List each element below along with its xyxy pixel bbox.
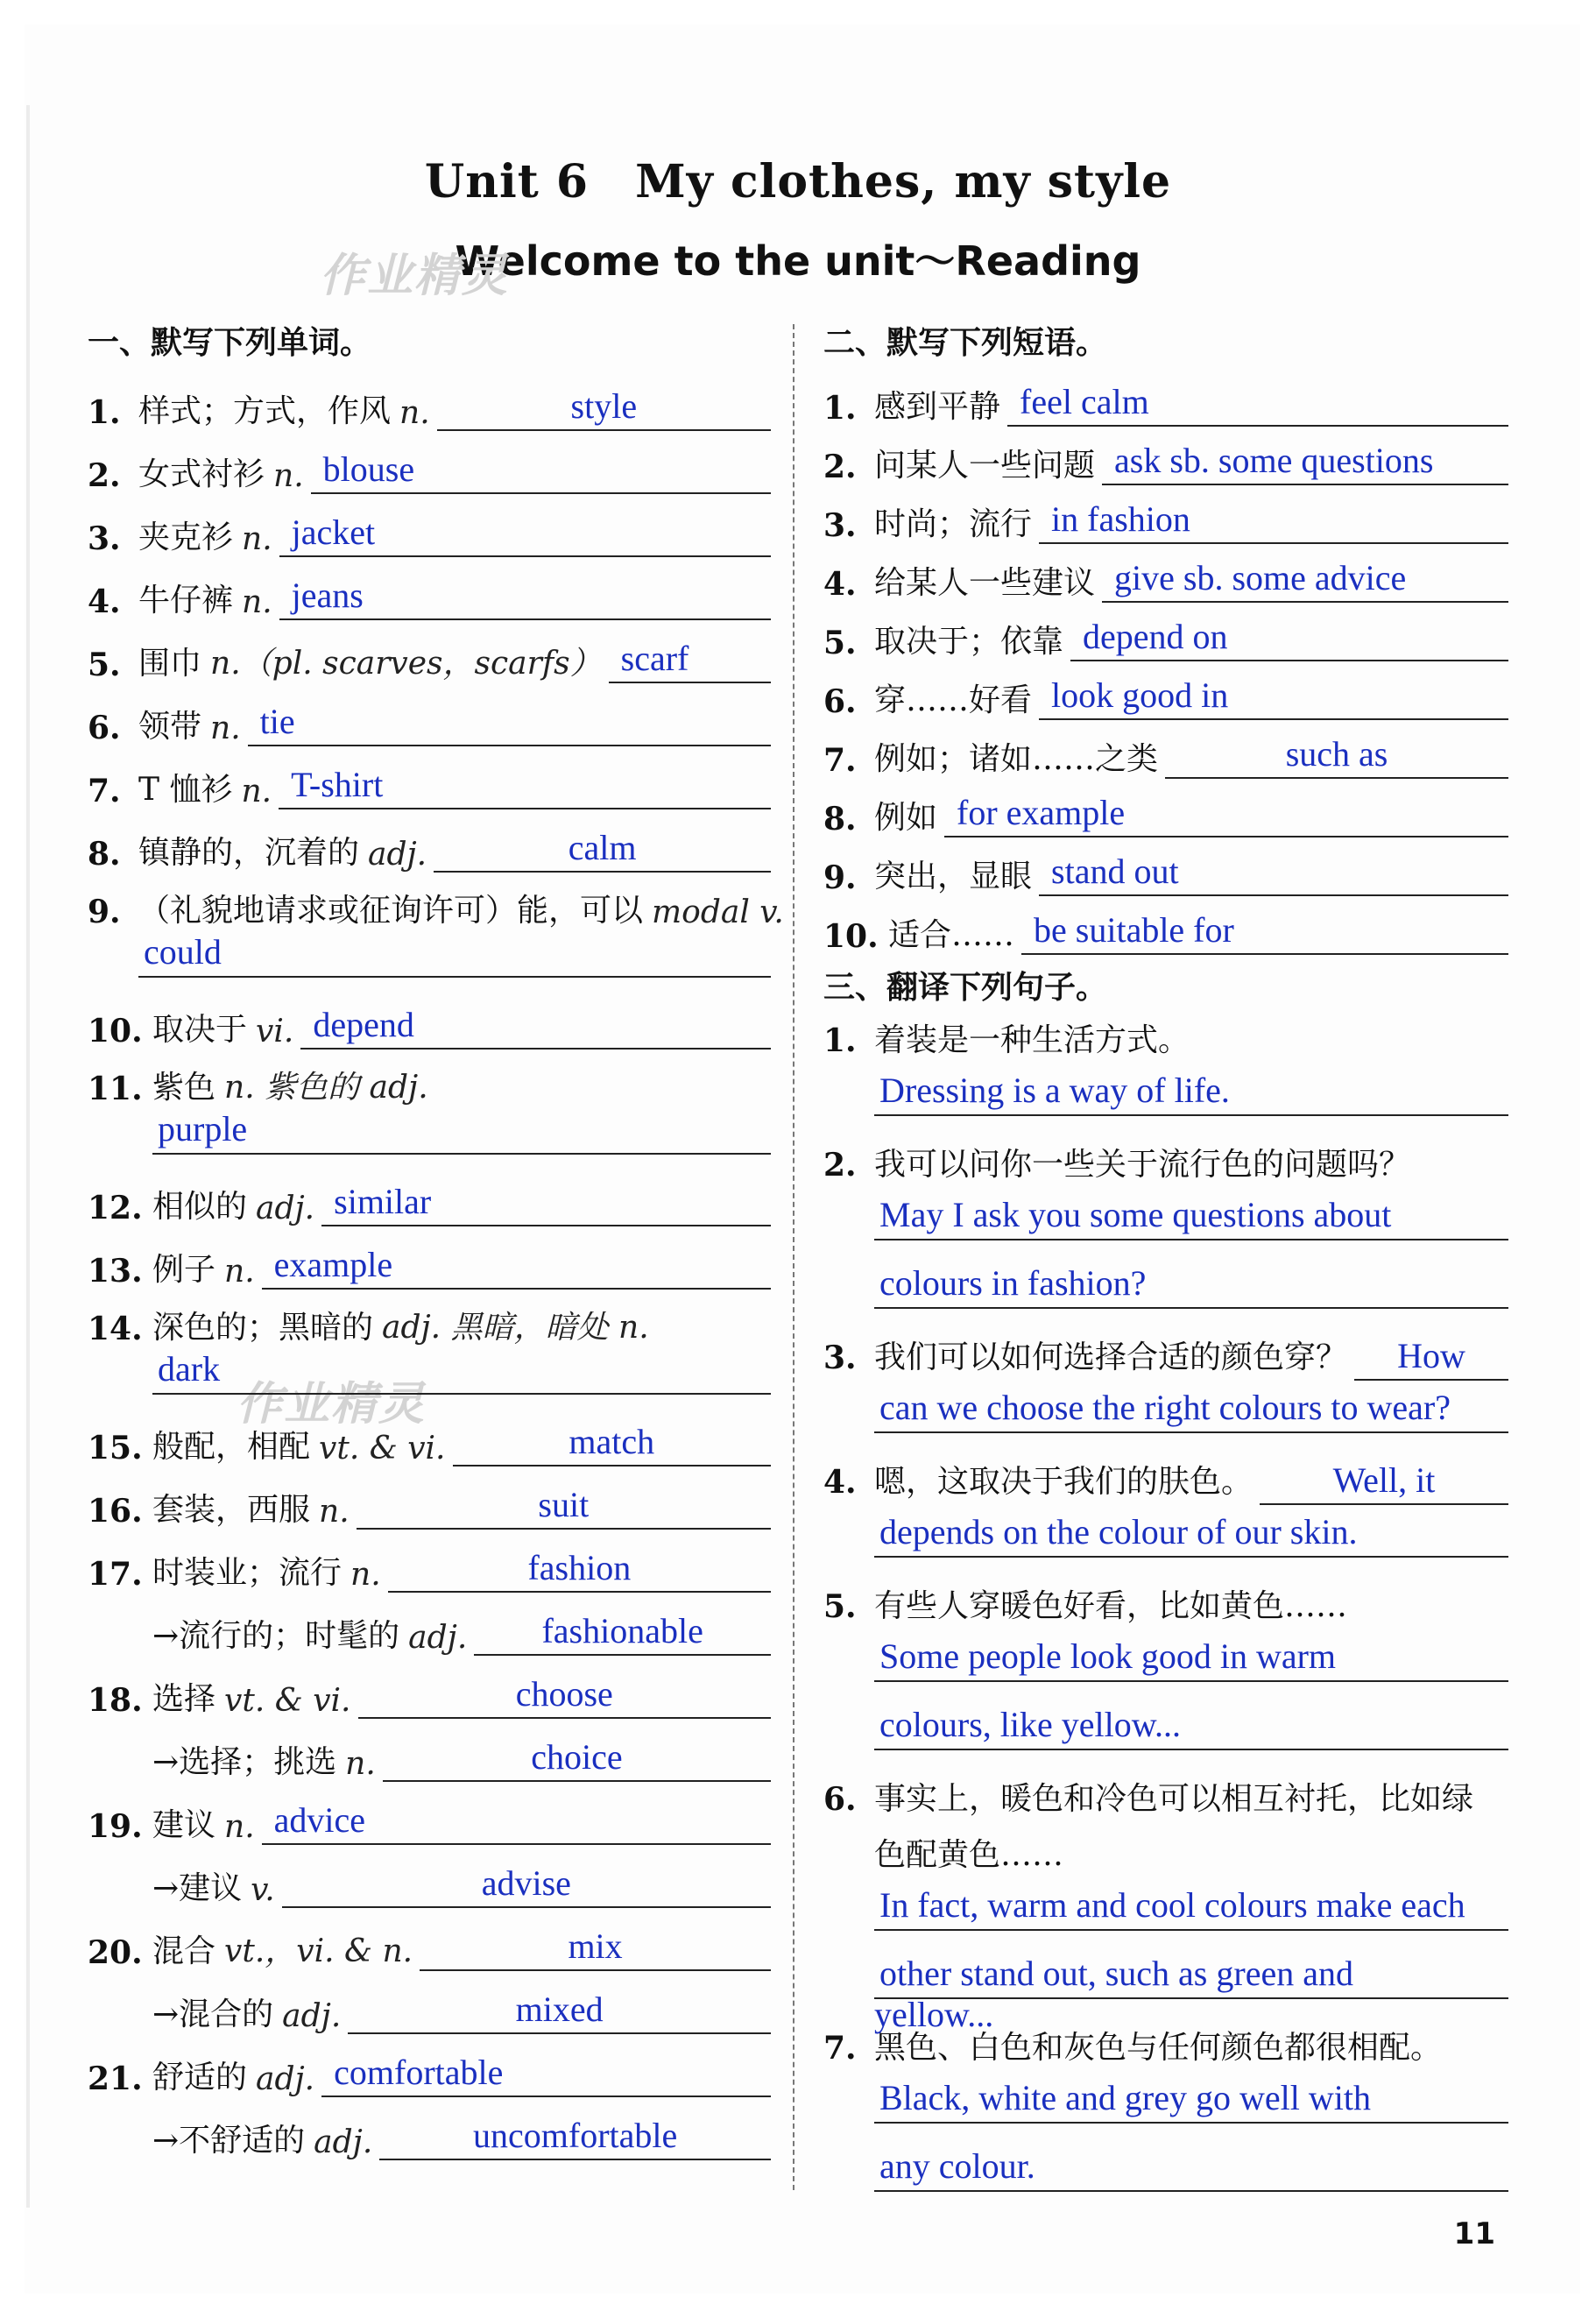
answer-blank[interactable]: for example — [944, 792, 1508, 837]
vocab-list — [88, 368, 784, 2160]
answer-blank[interactable]: uncomfortable — [379, 2115, 771, 2160]
item-prompt: 领带 — [138, 709, 202, 745]
phrase-item — [823, 837, 1508, 896]
item-number: 10. — [823, 918, 879, 955]
vocab-item — [88, 1226, 771, 1290]
sentence-prompt — [823, 1013, 1508, 1069]
item-number: 10. — [88, 1013, 143, 1050]
part-of-speech: vt. & vi. — [224, 1683, 351, 1719]
item-number: 5. — [823, 1588, 857, 1625]
item-prompt: →流行的；时髦的 — [152, 1618, 400, 1654]
vocab-item — [88, 1050, 771, 1107]
answer-line[interactable]: colours, like yellow... — [874, 1703, 1508, 1750]
item-prompt: 取决于 — [152, 1012, 248, 1048]
phrase-item — [823, 368, 1508, 427]
answer-blank[interactable]: mixed — [348, 1989, 771, 2034]
item-number: 8. — [823, 801, 857, 837]
vocab-item — [88, 1908, 771, 1971]
item-prompt: 突出，显眼 — [874, 859, 1033, 894]
answer-blank[interactable]: T-shirt — [279, 764, 771, 809]
item-number: 2. — [823, 449, 857, 485]
item-prompt: 感到平静 — [874, 389, 1001, 425]
answer-blank[interactable]: advice — [262, 1799, 771, 1845]
item-prompt: 舒适的 — [152, 2060, 248, 2096]
phrase-item — [823, 779, 1508, 837]
answer-blank[interactable]: fashionable — [474, 1610, 771, 1656]
item-number: 6. — [88, 710, 121, 746]
item-number: 2. — [823, 1147, 857, 1184]
section-vocabulary — [88, 315, 784, 2160]
vocab-item — [88, 368, 771, 431]
item-prompt: 有些人穿暖色好看，比如黄色…… — [874, 1588, 1348, 1624]
item-number: 3. — [88, 520, 121, 557]
item-number: 3. — [823, 1339, 857, 1376]
answer-blank[interactable]: in fashion — [1039, 498, 1508, 544]
answer-blank[interactable]: choose — [358, 1673, 772, 1719]
phrase-item — [823, 427, 1508, 485]
vocab-item — [88, 1656, 771, 1719]
item-prompt: 混合 — [152, 1933, 216, 1969]
item-number: 21. — [88, 2060, 143, 2097]
part-of-speech: adj. — [256, 2061, 315, 2097]
vocab-item — [88, 1971, 771, 2034]
item-number: 9. — [823, 859, 857, 896]
part-of-speech: n. — [224, 1254, 255, 1290]
answer-blank[interactable]: look good in — [1039, 675, 1508, 720]
item-prompt: T 恤衫 — [138, 772, 233, 808]
part-of-speech: adj. — [368, 837, 427, 873]
item-prompt: 黑色、白色和灰色与任何颜色都很相配。 — [874, 2030, 1443, 2066]
answer-blank[interactable]: depend on — [1070, 616, 1508, 661]
item-number: 19. — [88, 1808, 143, 1845]
item-prompt: 适合…… — [888, 917, 1015, 953]
item-number: 12. — [88, 1190, 143, 1226]
section-heading: 三、翻译下列句子。 — [823, 970, 1108, 1006]
section-heading: 一、默写下列单词。 — [88, 325, 372, 361]
item-prompt: 样式；方式，作风 — [138, 393, 392, 429]
answer-blank[interactable]: fashion — [388, 1547, 771, 1593]
phrase-item — [823, 896, 1508, 955]
item-number: 11. — [88, 1071, 143, 1107]
phrase-list — [823, 368, 1508, 955]
answer-blank[interactable]: comfortable — [321, 2052, 771, 2097]
answer-line[interactable]: Black, white and grey go well with — [874, 2076, 1508, 2124]
item-number: 16. — [88, 1493, 143, 1530]
answer-blank[interactable]: dark — [152, 1347, 771, 1395]
part-of-speech: n. — [224, 1809, 255, 1845]
item-number: 4. — [823, 566, 857, 603]
answer-blank[interactable]: scarf — [609, 638, 771, 683]
answer-blank[interactable]: similar — [321, 1181, 771, 1226]
sentence-prompt — [823, 1137, 1508, 1193]
vocab-item — [88, 1290, 771, 1347]
answer-blank[interactable]: depend — [300, 1004, 771, 1050]
part-of-speech: n. — [242, 584, 272, 620]
answer-line[interactable]: depends on the colour of our skin. — [874, 1510, 1508, 1558]
item-prompt: 色配黄色…… — [874, 1837, 1064, 1873]
part-of-speech: n. — [345, 1746, 376, 1782]
part-of-speech: n. — [210, 710, 241, 746]
answer-blank[interactable]: How — [1354, 1335, 1508, 1381]
vocab-item — [88, 1163, 771, 1226]
item-number: 8. — [88, 836, 121, 873]
item-prompt: 穿……好看 — [874, 682, 1033, 718]
item-number: 15. — [88, 1430, 143, 1467]
item-number: 7. — [823, 742, 857, 779]
answer-blank[interactable]: match — [453, 1421, 772, 1467]
item-number: 6. — [823, 683, 857, 720]
part-of-speech: vi. — [256, 1014, 294, 1050]
item-prompt: 给某人一些建议 — [874, 565, 1096, 601]
page-fold — [26, 105, 30, 2208]
answer-blank[interactable]: jacket — [279, 512, 771, 557]
part-of-speech: adj. — [408, 1620, 468, 1656]
answer-blank[interactable]: style — [437, 385, 771, 431]
answer-blank[interactable]: choice — [383, 1736, 771, 1782]
phrase-item — [823, 544, 1508, 603]
item-prompt: 围巾 — [138, 646, 202, 682]
item-prompt: 例子 — [152, 1252, 216, 1288]
vocab-item — [88, 1782, 771, 1845]
item-number: 3. — [823, 507, 857, 544]
vocab-item — [88, 1530, 771, 1593]
item-number: 5. — [88, 647, 121, 683]
vocab-item — [88, 1845, 771, 1908]
sentence-prompt — [823, 1771, 1508, 1827]
answer-line[interactable]: May I ask you some questions about — [874, 1193, 1508, 1240]
item-number: 6. — [823, 1781, 857, 1818]
answer-blank[interactable]: stand out — [1039, 851, 1508, 896]
item-number: 2. — [88, 457, 121, 494]
item-prompt: （礼貌地请求或征询许可）能，可以 — [138, 893, 644, 929]
sentence-prompt — [823, 1579, 1508, 1635]
item-number: 7. — [823, 2030, 857, 2067]
item-prompt: →建议 — [152, 1870, 243, 1906]
answer-line[interactable]: Some people look good in warm — [874, 1635, 1508, 1682]
answer-line[interactable]: In fact, warm and cool colours make each — [874, 1883, 1508, 1931]
item-prompt: 般配，相配 — [152, 1429, 311, 1465]
item-prompt: →选择；挑选 — [152, 1744, 337, 1780]
vocab-item — [88, 557, 771, 620]
part-of-speech: n. 紫色的 adj. — [224, 1070, 428, 1106]
item-number: 20. — [88, 1934, 143, 1971]
answer-blank[interactable]: calm — [434, 827, 771, 873]
item-prompt: 牛仔裤 — [138, 583, 234, 618]
item-number: 7. — [88, 773, 121, 809]
item-prompt: 取决于；依靠 — [874, 624, 1064, 660]
answer-blank[interactable]: be suitable for — [1021, 909, 1508, 955]
item-prompt: 时尚；流行 — [874, 506, 1033, 542]
vocab-item — [88, 431, 771, 494]
vocab-item — [88, 2097, 771, 2160]
answer-blank[interactable]: mix — [420, 1926, 771, 1971]
item-prompt: 女式衬衫 — [138, 456, 265, 492]
item-prompt: 时装业；流行 — [152, 1555, 343, 1591]
item-number: 4. — [823, 1464, 857, 1501]
part-of-speech: adj. — [256, 1191, 315, 1226]
answer-blank[interactable]: Well, it — [1260, 1459, 1508, 1505]
item-prompt: →不舒适的 — [152, 2123, 306, 2159]
answer-blank[interactable]: such as — [1165, 733, 1508, 779]
item-prompt: →混合的 — [152, 1997, 274, 2032]
answer-blank[interactable]: advise — [282, 1862, 771, 1908]
item-number: 1. — [88, 394, 121, 431]
item-prompt: 我可以问你一些关于流行色的问题吗？ — [874, 1147, 1411, 1183]
item-number: 17. — [88, 1556, 143, 1593]
vocab-item — [88, 683, 771, 746]
vocab-item — [88, 1467, 771, 1530]
part-of-speech: n.（pl. scarves，scarfs） — [210, 646, 602, 682]
page-subtitle: Welcome to the unit～Reading — [455, 237, 1141, 285]
answer-line[interactable]: Dressing is a way of life. — [874, 1069, 1508, 1116]
item-prompt: 问某人一些问题 — [874, 448, 1096, 484]
phrase-item — [823, 603, 1508, 661]
item-number: 13. — [88, 1253, 143, 1290]
answer-overflow: yellow... — [874, 1995, 994, 2034]
item-prompt: 建议 — [152, 1807, 216, 1843]
part-of-speech: modal v. — [652, 894, 784, 930]
page-number: 11 — [1453, 2216, 1495, 2251]
vocab-item — [88, 494, 771, 557]
item-number: 4. — [88, 583, 121, 620]
vocab-item — [88, 1403, 771, 1467]
item-number: 14. — [88, 1311, 143, 1347]
phrase-item — [823, 661, 1508, 720]
sentence-list — [823, 1013, 1508, 2192]
vocab-item — [88, 620, 771, 683]
answer-blank[interactable]: ask sb. some questions — [1102, 440, 1508, 485]
part-of-speech: n. — [319, 1494, 350, 1530]
answer-blank[interactable]: give sb. some advice — [1102, 557, 1508, 603]
watermark-middle: 作业精灵 — [237, 1378, 427, 1431]
item-prompt: 例如；诸如……之类 — [874, 741, 1159, 777]
item-prompt: 事实上，暖色和冷色可以相互衬托，比如绿 — [874, 1781, 1474, 1817]
vocab-item — [88, 809, 771, 873]
part-of-speech: adj. — [314, 2124, 373, 2160]
answer-line[interactable]: can we choose the right colours to wear? — [874, 1386, 1508, 1433]
answer-line[interactable]: any colour. — [874, 2145, 1508, 2192]
part-of-speech: adj. — [282, 1998, 342, 2034]
answer-blank[interactable]: tie — [248, 701, 771, 746]
item-prompt: 我们可以如何选择合适的颜色穿？ — [874, 1339, 1348, 1375]
vocab-item — [88, 873, 784, 930]
answer-blank[interactable]: example — [262, 1244, 771, 1290]
section-phrases — [823, 315, 1508, 2213]
answer-line[interactable]: other stand out, such as green and — [874, 1952, 1508, 1999]
watermark-top: 作业精灵 — [320, 250, 510, 302]
item-prompt: 镇静的，沉着的 — [138, 835, 360, 871]
answer-blank[interactable]: jeans — [279, 575, 771, 620]
item-number: 18. — [88, 1682, 143, 1719]
item-prompt: 选择 — [152, 1681, 216, 1717]
item-number: 5. — [823, 625, 857, 661]
section-heading: 二、默写下列短语。 — [823, 325, 1108, 361]
vocab-item — [88, 2034, 771, 2097]
sentence-prompt — [823, 1330, 1508, 1386]
vocab-item — [88, 1593, 771, 1656]
item-prompt: 深色的；黑暗的 — [152, 1310, 374, 1346]
answer-line[interactable]: colours in fashion? — [874, 1262, 1508, 1309]
item-number: 1. — [823, 390, 857, 427]
sentence-prompt-cont — [823, 1827, 1508, 1883]
part-of-speech: v. — [251, 1872, 275, 1908]
part-of-speech: n. — [241, 774, 272, 809]
vocab-item — [88, 1719, 771, 1782]
part-of-speech: n. — [399, 395, 430, 431]
page-title: Unit 6 My clothes, my style — [424, 155, 1172, 208]
item-number: 9. — [88, 894, 121, 930]
column-divider — [793, 324, 794, 2190]
answer-blank[interactable]: could — [138, 930, 771, 978]
answer-blank[interactable]: blouse — [311, 449, 771, 494]
item-prompt: 夹克衫 — [138, 519, 234, 555]
item-prompt: 相似的 — [152, 1189, 248, 1225]
item-prompt: 例如 — [874, 800, 938, 836]
item-prompt: 套装，西服 — [152, 1492, 311, 1528]
answer-blank[interactable]: feel calm — [1007, 381, 1508, 427]
phrase-item — [823, 720, 1508, 779]
part-of-speech: n. — [242, 521, 272, 557]
item-prompt: 紫色 — [152, 1070, 216, 1106]
answer-blank[interactable]: suit — [357, 1484, 771, 1530]
item-prompt: 着装是一种生活方式。 — [874, 1022, 1190, 1058]
part-of-speech: n. — [273, 458, 304, 494]
part-of-speech: vt.，vi. & n. — [224, 1933, 413, 1969]
answer-blank[interactable]: purple — [152, 1107, 771, 1155]
vocab-item — [88, 746, 771, 809]
part-of-speech: vt. & vi. — [319, 1431, 446, 1467]
phrase-item — [823, 485, 1508, 544]
part-of-speech: n. — [350, 1557, 381, 1593]
sentence-prompt — [823, 1454, 1508, 1510]
part-of-speech: adj. 黑暗，暗处 n. — [382, 1310, 649, 1346]
vocab-item — [88, 986, 771, 1050]
item-number: 1. — [823, 1022, 857, 1059]
item-prompt: 嗯，这取决于我们的肤色。 — [874, 1464, 1253, 1500]
